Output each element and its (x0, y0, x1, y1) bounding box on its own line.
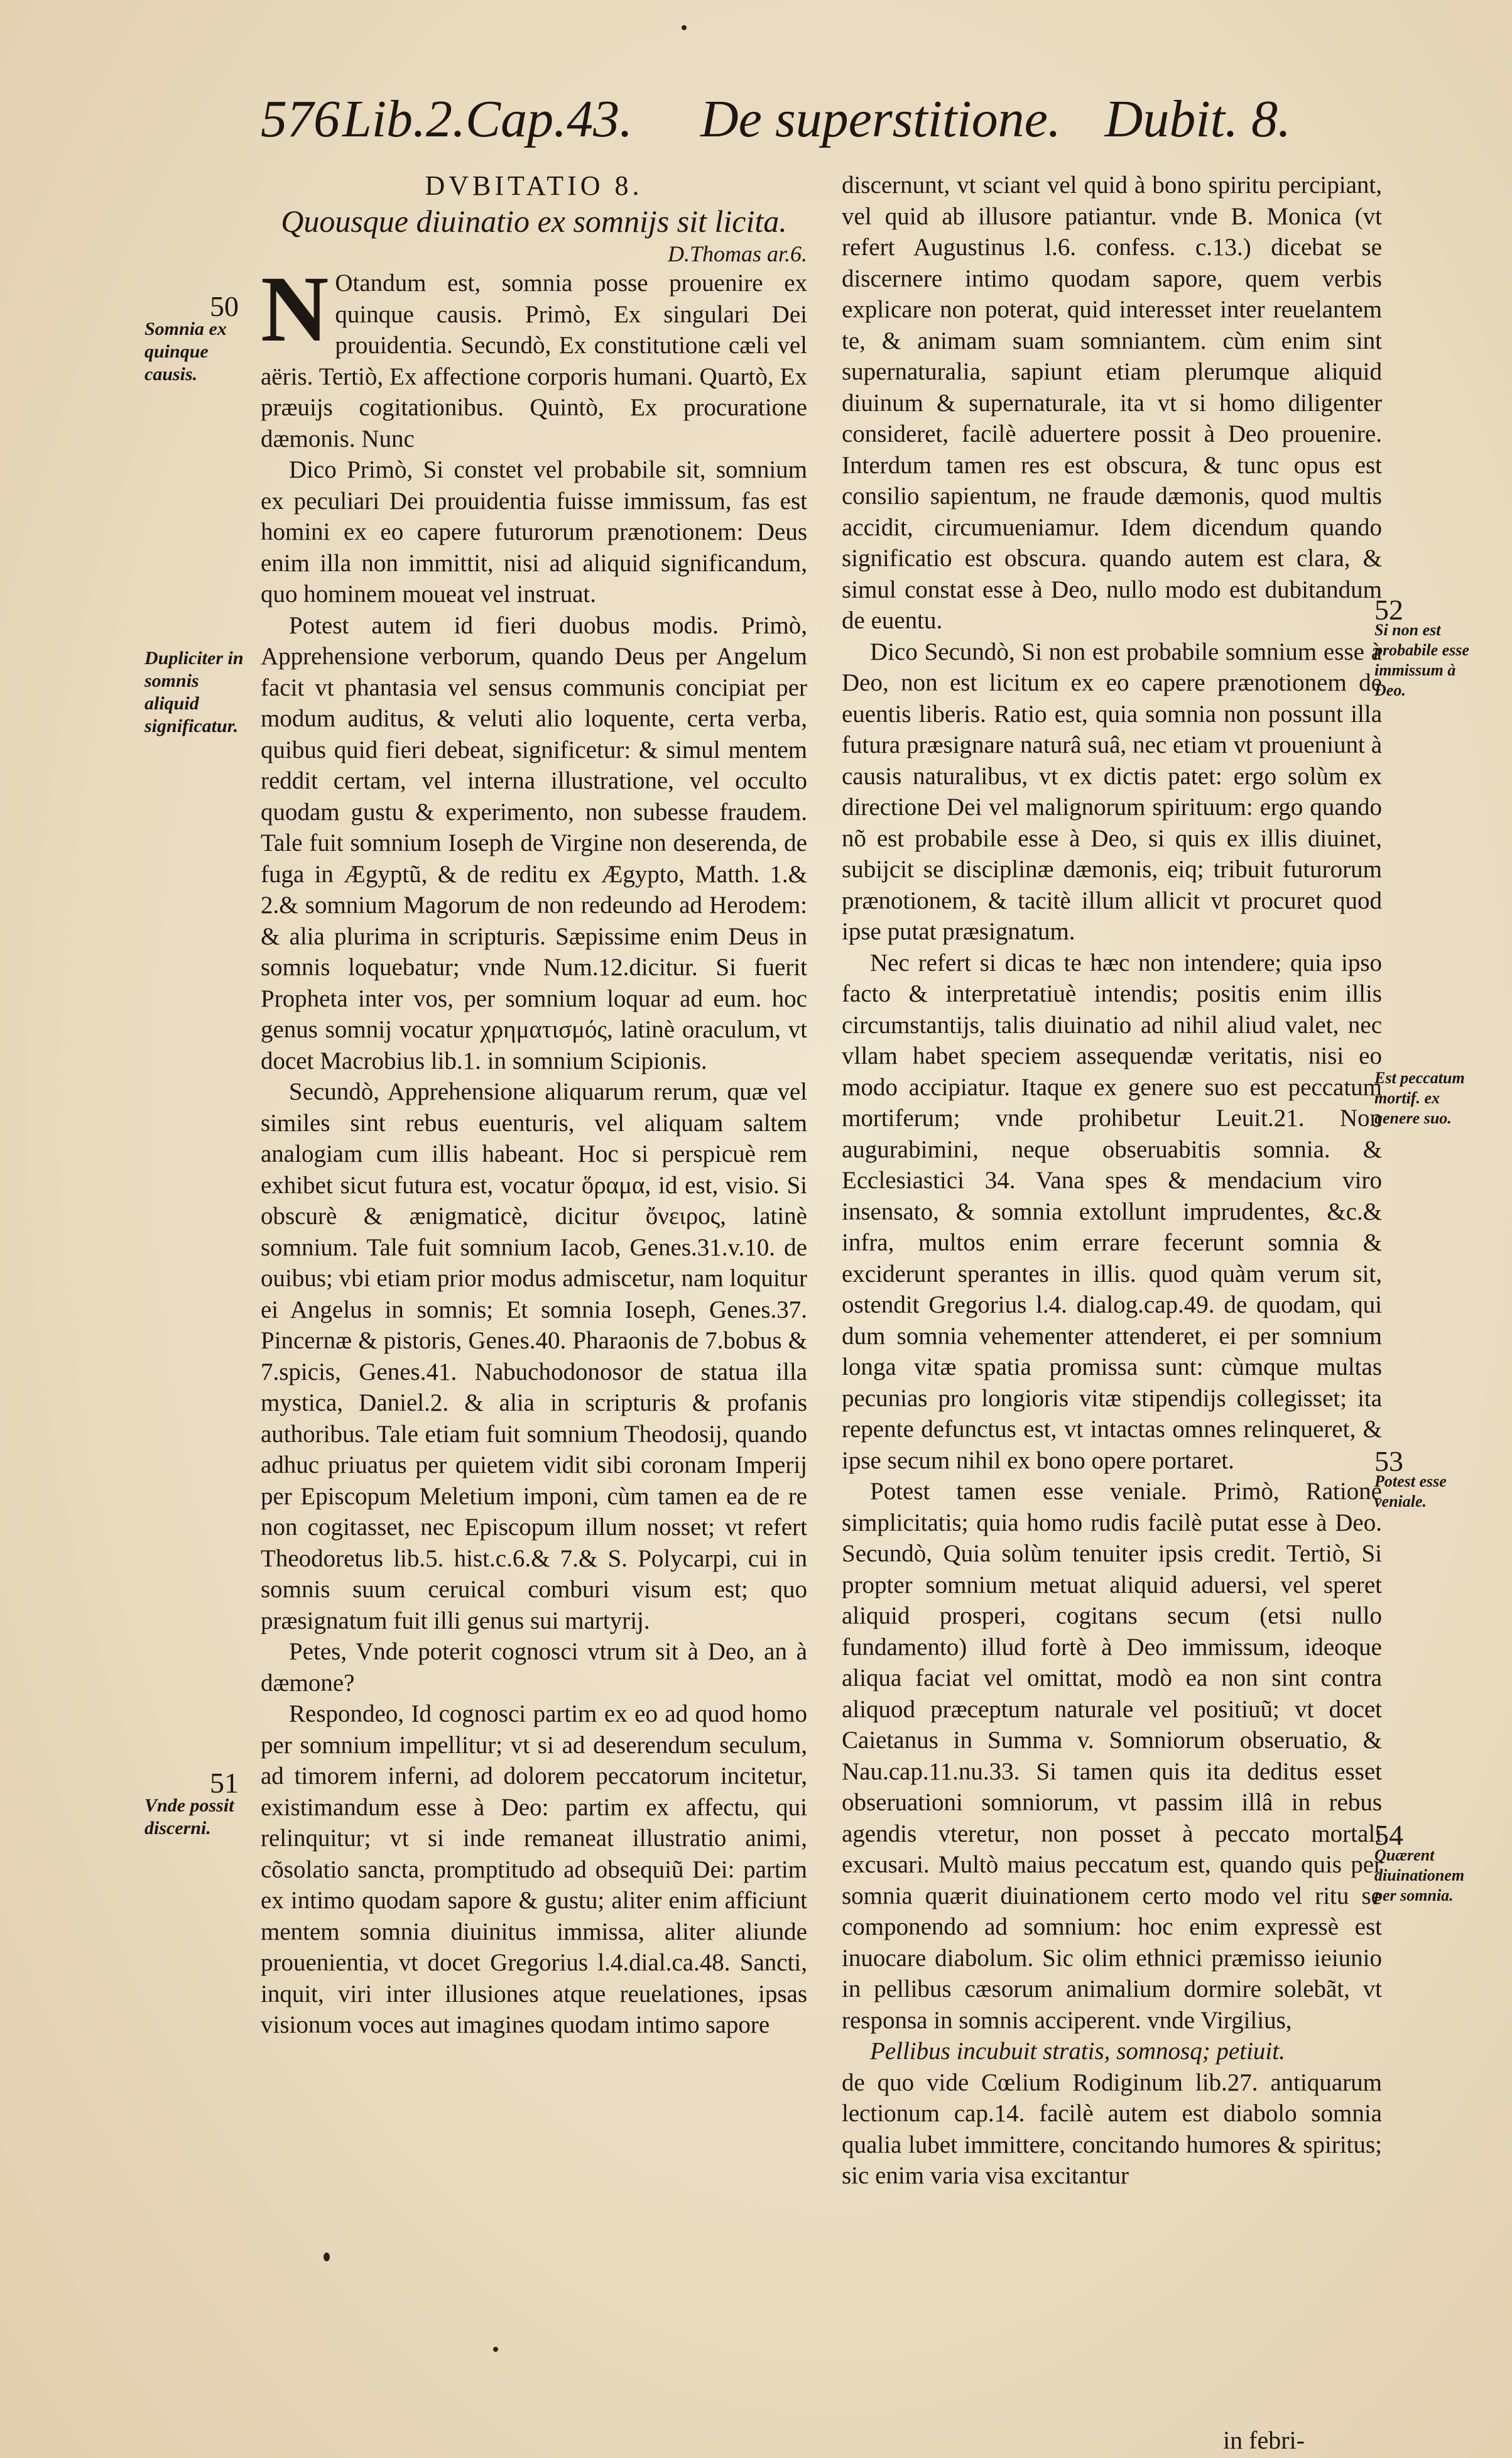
margin-text: Est peccatum mortif. ex genere suo. (1374, 1069, 1465, 1127)
margin-note (144, 1767, 245, 1840)
page-number: 576 (261, 90, 340, 148)
margin-text: Si non est probabile esse immissum à Deo. (1374, 621, 1469, 699)
paragraph: Respondeo, Id cognosci partim ex eo ad quod homo per somnium impellitur; vt si ad deserendum seculum, ad timorem inferni, ad dolorem peccatorum incitetur, existimandum esse à Deo: partim ex affectu, qui relinquitur; vt si inde remaneat illustratio animi, cõsolatio sancta, promptitudo ad obsequiũ Dei: partim ex intimo quodam sapore & gustu; aliter enim afficiunt mentem somnia diuinitus immissa, aliter aliunde prouenientia, vt docet Gregorius l.4.dial.ca.48. Sancti, inquit, viri inter illusiones atque reuelationes, ipsas visionum voces aut imagines quodam intimo sapore (261, 1700, 807, 2038)
paragraph: Dico Secundò, Si non est probabile somnium esse à Deo, non est licitum ex eo capere prænotionem de euentis liberis. Ratio est, quia somnia non possunt illa futura præsignare naturâ suâ, nec etiam vt proueniunt à causis naturalibus, vt ex dictis patet: ergo solùm ex directione Dei vel malignorum spirituum: ergo quando nõ est probabile esse à Deo, si quis ex illis diuinet, subijcit se disciplinæ dæmonis, eiq; tribuit futurorum prænotionem, & tacitè illum allicit vt procuret quod ipse putat præsignatum. (842, 638, 1382, 945)
paragraph: Secundò, Apprehensione aliquarum rerum, quæ vel similes sint rebus euenturis, vel aliquam saltem analogiam cum illis habeant. Hoc si perspicuè rem exhibet sicut futura est, vocatur ὅραμα, id est, visio. Si obscurè & ænigmaticè, dicitur ὄνειρος, latinè somnium. Tale fuit somnium Iacob, Genes.31.v.10. de ouibus; vbi etiam prior modus admiscetur, nam loquitur ei Angelus in somnis; Et somnia Ioseph, Genes.37. Pincernæ & pistoris, Genes.40. Pharaonis de 7.bobus & 7.spicis, Genes.41. Nabuchodonosor de statua illa mystica, Daniel.2. & alia in scripturis & profanis authoribus. Tale etiam fuit somnium Theodosij, quando adhuc priuatus per quietem vidit sibi coronam Imperij per Episcopum Meletium imponi, cùm tamen ea de re non cogitasset, nec Episcopum illum nosset; vt refert Theodoretus lib.5. hist.c.6.& 7.& S. Polycarpi, cui in somnis suum ceruical comburi visum est; quo præsignatum fuit illi genus sui martyrij. (261, 1078, 807, 1634)
ink-speck (682, 25, 687, 30)
margin-number: 52 (1374, 594, 1403, 626)
left-column (261, 170, 807, 2041)
right-column (842, 170, 1382, 2192)
book-chapter: Lib.2.Cap.43. (342, 90, 633, 148)
margin-number: 50 (210, 290, 239, 322)
paragraph: Potest tamen esse veniale. Primò, Ratione simplicitatis; quia homo rudis facilè putat esse à Deo. Secundò, Quia solùm tenuiter ipsis credit. Tertiò, Si propter somnium metuat aliquid aduersi, vel speret aliquid prosperi, cogitans secum (etsi nullo fundamento) illud fortè à Deo immissum, ideoque aliqua faciat vel omittat, modò ea non sint contra aliquod præceptum naturale vel positiuũ; vt docet Caietanus in Summa v. Somniorum obseruatio, & Nau.cap.11.nu.33. Si tamen quis ita deditus esset obseruationi somniorum, vt passim illâ in rebus agendis vteretur, non posset à peccato mortali excusari. Multò maius peccatum est, quando quis per somnia quærit diuinationem certo modo vel ritu se componendo ad somnium: hoc enim expressè est inuocare diabolum. Sic olim ethnici præmisso ieiunio in pellibus cæsorum animalium dormire solebãt, vt responsa in somnis acciperent. vnde Virgilius, (842, 1478, 1382, 2034)
running-header (261, 85, 1291, 154)
paragraph: Dico Primò, Si constet vel probabile sit, somnium ex peculiari Dei prouidentia fuisse immissum, fas est homini ex eo capere futurorum prænotionem: Deus enim illa non immittit, nisi ad aliquid significandum, quo hominem moueat vel instruat. (261, 456, 807, 608)
paragraph: discernunt, vt sciant vel quid à bono spiritu percipiant, vel quid ab illusore patiantur. vnde B. Monica (vt refert Augustinus l.6. confess. c.13.) dicebat se discernere intimo quodam sapore, quem verbis explicare non poterat, quid interesset inter reuelantem te, & animam suam somniantem. cùm enim sint supernaturalia, sapiunt etiam plerumque aliquid diuinum & supernaturale, ita vt si homo diligenter consideret, facilè aduertere possit à Deo prouenire. Interdum tamen res est obscura, & tunc opus est consilio sapientum, ne fraude dæmonis, quod multis accidit, circumueniamur. Idem dicendum quando significatio est obscura. quando autem est clara, & simul constat esse à Deo, nullo modo est dubitandum de euentu. (842, 172, 1382, 634)
drop-cap: N (261, 257, 329, 361)
dubit-number: Dubit. 8. (1104, 90, 1291, 148)
paragraph: Potest autem id fieri duobus modis. Primò, Apprehensione verborum, quando Deus per Angelum facit vt phantasia vel sensus communis concipiat per modum auditus, & veluti alio loquente, certa verba, quibus quid fieri debeat, significetur: & simul mentem reddit certam, vel interna illustratione, vel occulto quodam gustu & experimento, non subesse fraudem. Tale fuit somnium Ioseph de Virgine non deserenda, de fuga in Ægyptũ, & de reditu ex Ægypto, Matth. 1.& 2.& somnium Magorum de non redeundo ad Herodem: & alia plurima in scripturis. Sæpissime enim Deus in somnis loquebatur; vnde Num.12.dicitur. Si fuerit Propheta inter vos, per somnium loquar ad eum. hoc genus somnij vocatur χρηματισμός, latinè oraculum, vt docet Macrobius lib.1. in somnium Scipionis. (261, 611, 807, 1074)
paragraph: Nec refert si dicas te hæc non intendere; quia ipso facto & interpretatiuè intendis; positis enim illis circumstantijs, talis diuinatio ad nihil aliud valet, nec vllam habet speciem assequendæ veritatis, nisi eo modo accipiatur. Itaque ex genere suo est peccatum mortiferum; vnde prohibetur Leuit.21. Non augurabimini, neque obseruabitis somnia. & Ecclesiastici 34. Vana spes & mendacium viro insensato, & somnia extollunt imprudentes, &c.& infra, multos enim errare fecerunt somnia & exciderunt sperantes in illis. quod quàm verum sit, ostendit Gregorius l.4. dialog.cap.49. de quodam, qui dum somnia vehementer attenderet, ei per somnium longa vitæ spatia promissa sunt: cùmque multas pecunias pro longioris vitæ stipendijs collegisset; ita repente defunctus est, vt intactas omnes relinqueret, & ipse secum nihil ex bono opere portaret. (842, 949, 1382, 1474)
paragraph (261, 257, 807, 454)
catchword: in febri- (1223, 2426, 1305, 2454)
margin-number: 54 (1374, 1819, 1403, 1851)
margin-note (1374, 1819, 1481, 1906)
margin-number: 51 (210, 1767, 239, 1799)
margin-note (1374, 1068, 1481, 1128)
margin-text: Vnde possit discerni. (144, 1795, 234, 1838)
margin-text: Somnia ex quinque causis. (144, 319, 227, 385)
paragraph: de quo vide Cœlium Rodiginum lib.27. antiquarum lectionum cap.14. facilè autem est diabolo somnia qualia lubet immittere, concitando humores & spiritus; sic enim varia visa excitantur (842, 2068, 1382, 2189)
margin-note (144, 647, 245, 738)
margin-note (1374, 1445, 1481, 1512)
question-title: Quousque diuinatio ex somnijs sit licita. (281, 204, 787, 239)
margin-note (1374, 594, 1481, 701)
margin-note (144, 290, 245, 386)
margin-text: Quærent diuinationem per somnia. (1374, 1846, 1465, 1904)
ink-speck (324, 2253, 330, 2261)
paragraph-text: Otandum est, somnia posse prouenire ex quinque causis. Primò, Ex singulari Dei prouidentia. Secundò, Ex constitutione cæli vel aëris. Tertiò, Ex affectione corporis humani. Quartò, Ex præuijs cogitationibus. Quintò, Ex procuratione dæmonis. Nunc (261, 270, 807, 452)
ink-speck (493, 2347, 498, 2352)
dubitatio-heading: DVBITATIO 8. (425, 170, 643, 201)
paragraph: Petes, Vnde poterit cognosci vtrum sit à Deo, an à dæmone? (261, 1638, 807, 1696)
margin-text: Dupliciter in somnis aliquid significatur. (144, 648, 244, 736)
margin-text: Potest esse veniale. (1374, 1472, 1447, 1510)
verse-quote: Pellibus incubuit stratis, somnosq; petiuit. (870, 2038, 1285, 2065)
margin-number: 53 (1374, 1445, 1403, 1477)
reference: D.Thomas ar.6. (667, 241, 807, 266)
subject-title: De superstitione. (700, 90, 1061, 148)
